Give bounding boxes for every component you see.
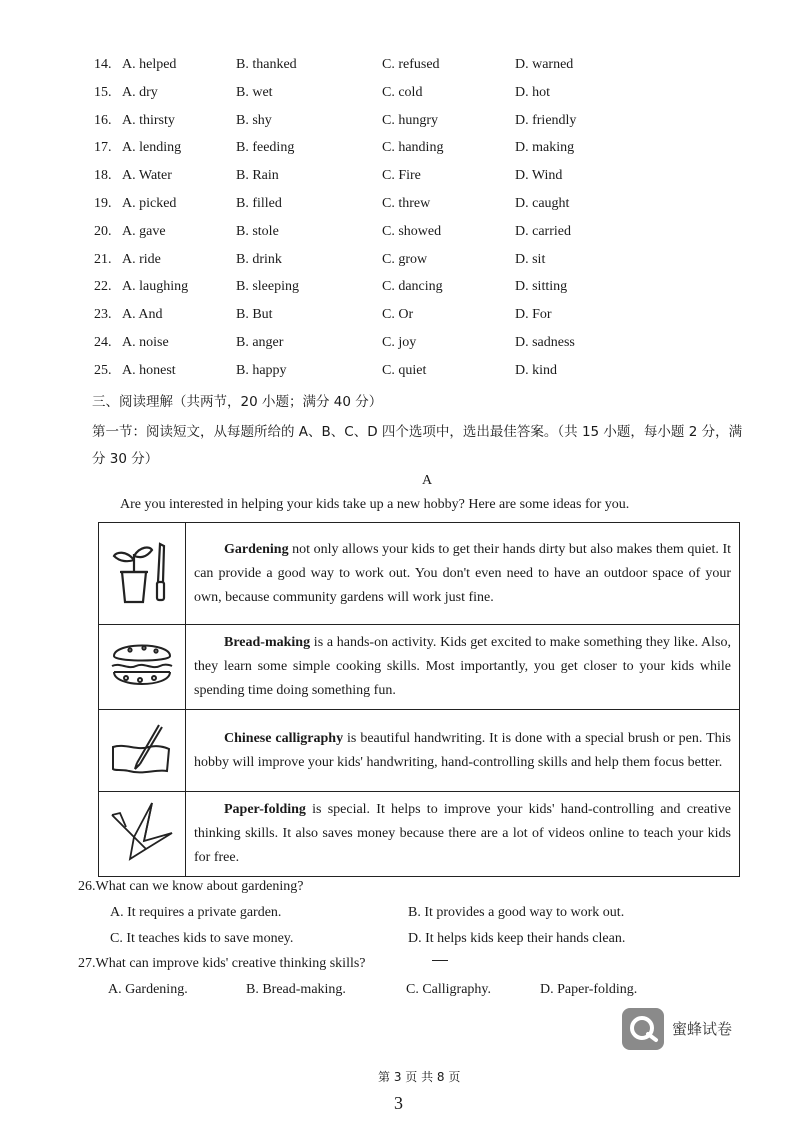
option-b: B. happy xyxy=(236,362,287,378)
option-d: D. sitting xyxy=(515,279,568,295)
hobby-text: is a hands-on activity. Kids get excited to make something they like. Also, they learn some simple cooking skills. Most importantly, you get closer to your kids while spending time doing something fun. xyxy=(194,635,731,698)
question-number: 14. xyxy=(94,57,112,72)
hobby-table xyxy=(98,522,740,877)
part-instruction-line2: 分 30 分） xyxy=(92,451,159,467)
option-d: D. sit xyxy=(515,251,546,267)
option-d: D. kind xyxy=(515,362,557,378)
option-c: C. showed xyxy=(382,223,442,239)
hobby-description xyxy=(186,523,740,625)
question-26-stem: 26.What can we know about gardening? xyxy=(78,879,304,894)
brush-and-paper-icon xyxy=(99,710,186,792)
option-b: B. feeding xyxy=(236,140,295,156)
section-heading: 三、阅读理解（共两节，20 小题；满分 40 分） xyxy=(92,394,383,410)
option-c: C. handing xyxy=(382,140,444,156)
option-a: A. dry xyxy=(122,84,158,100)
question-26-option-a: A. It requires a private garden. xyxy=(110,905,282,920)
question-27-option-c: C. Calligraphy. xyxy=(406,982,492,997)
option-b: B. Rain xyxy=(236,168,279,184)
question-26-option-d: D. It helps kids keep their hands clean. xyxy=(408,931,626,946)
option-c: C. quiet xyxy=(382,362,427,378)
passage-intro: Are you interested in helping your kids take up a new hobby? Here are some ideas for you. xyxy=(120,497,630,512)
question-27-option-b: B. Bread-making. xyxy=(246,982,346,997)
option-a: A. picked xyxy=(122,196,177,211)
option-d: D. hot xyxy=(515,84,550,100)
question-number: 19. xyxy=(94,196,112,211)
option-b: B. thanked xyxy=(236,57,297,72)
option-c: C. refused xyxy=(382,57,440,72)
option-a: A. And xyxy=(122,307,163,323)
option-b: B. sleeping xyxy=(236,279,299,295)
question-26-option-c: C. It teaches kids to save money. xyxy=(110,931,294,946)
plant-pot-and-trowel-icon xyxy=(99,523,186,625)
hobby-title: Paper-folding xyxy=(224,802,306,817)
option-b: B. shy xyxy=(236,112,272,128)
option-a: A. lending xyxy=(122,140,182,156)
hobby-text: not only allows your kids to get their hands dirty but also makes them quiet. It can provide a good way to work out. You don't even need to have an outdoor space of your own, because community gardens will work just fine. xyxy=(194,541,731,605)
hobby-description xyxy=(186,710,740,792)
page-footer: 第 3 页 共 8 页 xyxy=(378,1070,461,1084)
option-a: A. ride xyxy=(122,251,161,267)
question-number: 24. xyxy=(94,335,112,350)
question-number: 17. xyxy=(94,140,112,156)
question-number: 22. xyxy=(94,279,112,295)
option-c: C. hungry xyxy=(382,112,438,128)
hobby-description xyxy=(186,625,740,710)
hobby-title: Chinese calligraphy xyxy=(224,730,344,746)
option-a: A. thirsty xyxy=(122,112,175,128)
watermark-logo-icon xyxy=(622,1008,664,1050)
hobby-description xyxy=(186,792,740,877)
option-c: C. Fire xyxy=(382,168,421,184)
option-d: D. carried xyxy=(515,223,571,239)
passage-letter: A xyxy=(422,473,433,488)
question-number: 18. xyxy=(94,168,112,184)
option-d: D. For xyxy=(515,307,552,323)
option-d: D. warned xyxy=(515,57,574,72)
hobby-title: Bread-making xyxy=(224,635,311,650)
bread-icon xyxy=(99,625,186,710)
question-26-option-b: B. It provides a good way to work out. xyxy=(408,905,625,920)
question-number: 20. xyxy=(94,223,112,239)
page-number: 3 xyxy=(394,1093,403,1113)
option-c: C. Or xyxy=(382,307,414,323)
hobby-title: Gardening xyxy=(224,541,289,557)
question-27-stem: 27.What can improve kids' creative thinking skills? xyxy=(78,956,366,971)
question-27-option-d: D. Paper-folding. xyxy=(540,982,638,997)
watermark-text: 蜜蜂试卷 xyxy=(672,1020,733,1038)
option-d: D. friendly xyxy=(515,112,577,128)
option-d: D. Wind xyxy=(515,168,563,184)
option-b: B. stole xyxy=(236,223,279,239)
option-d: D. caught xyxy=(515,196,570,211)
option-a: A. Water xyxy=(122,168,172,184)
option-a: A. honest xyxy=(122,362,176,378)
question-number: 25. xyxy=(94,362,112,378)
option-d: D. making xyxy=(515,140,575,156)
hobby-text: is special. It helps to improve your kids' hand-controlling and creative thinking skills. It also saves money because there are a lot of videos online to teach your kids for free. xyxy=(194,802,731,865)
part-instruction-line1: 第一节：阅读短文，从每题所给的 A、B、C、D 四个选项中，选出最佳答案。（共 15 小题，每小题 2 分，满 xyxy=(92,424,743,440)
option-c: C. threw xyxy=(382,196,431,211)
option-c: C. dancing xyxy=(382,279,443,295)
hobby-row xyxy=(99,523,740,625)
hobby-row xyxy=(99,710,740,792)
paper-crane-icon xyxy=(99,792,186,877)
question-number: 23. xyxy=(94,307,112,323)
stray-mark xyxy=(432,960,448,961)
option-b: B. filled xyxy=(236,196,282,211)
question-27-option-a: A. Gardening. xyxy=(108,982,188,997)
option-a: A. laughing xyxy=(122,279,189,295)
option-c: C. grow xyxy=(382,251,428,267)
option-b: B. wet xyxy=(236,84,273,100)
hobby-row xyxy=(99,792,740,877)
option-a: A. helped xyxy=(122,57,177,72)
question-number: 16. xyxy=(94,112,112,128)
option-a: A. gave xyxy=(122,223,166,239)
option-b: B. drink xyxy=(236,251,282,267)
question-number: 15. xyxy=(94,84,112,100)
option-b: B. anger xyxy=(236,335,284,350)
option-c: C. joy xyxy=(382,335,417,350)
hobby-text: is beautiful handwriting. It is done with a special brush or pen. This hobby will improve your kids' handwriting, hand-controlling skills and help them focus better. xyxy=(194,730,731,770)
option-c: C. cold xyxy=(382,84,423,100)
option-a: A. noise xyxy=(122,335,169,350)
question-number: 21. xyxy=(94,251,112,267)
option-d: D. sadness xyxy=(515,335,575,350)
option-b: B. But xyxy=(236,307,273,323)
hobby-row xyxy=(99,625,740,710)
